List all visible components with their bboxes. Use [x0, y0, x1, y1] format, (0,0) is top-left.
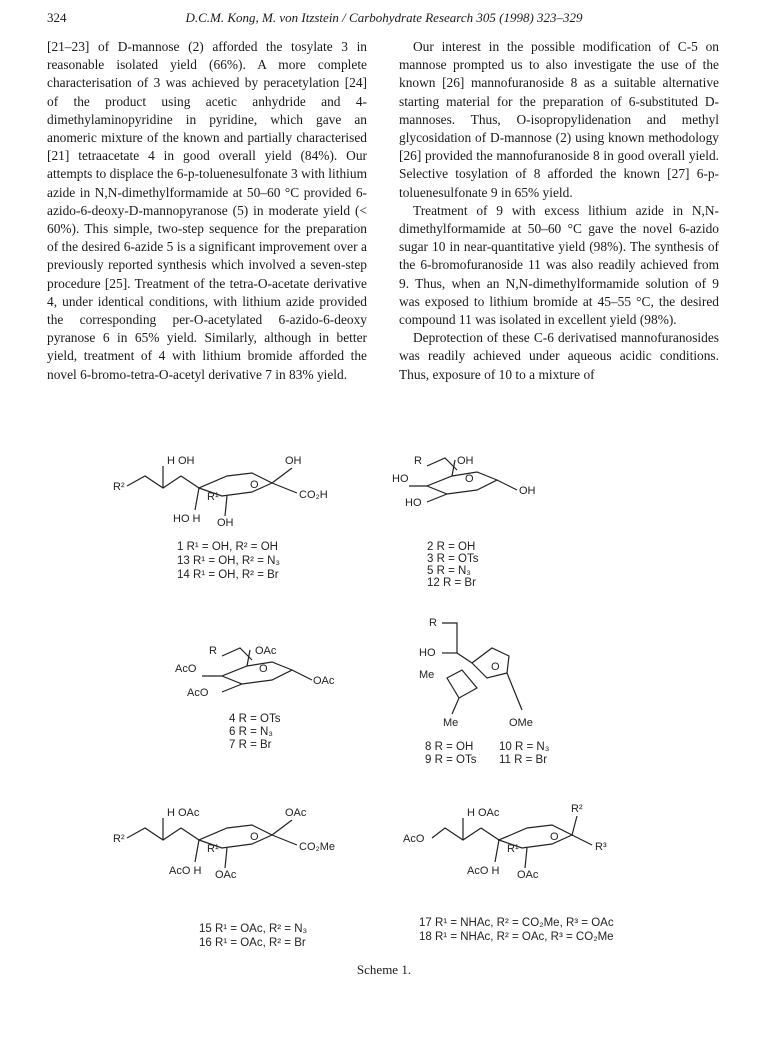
structure-6-drawing [432, 816, 592, 868]
right-column [399, 38, 719, 384]
s6-atom-aco-h: AcO H [467, 865, 500, 877]
s2-legend-line-3: 5 R = N₃ [427, 565, 471, 577]
s5-atom-oac-bottom: OAc [215, 869, 237, 881]
s1-atom-o: O [250, 479, 259, 491]
s1-atom-r2: R² [113, 481, 125, 493]
s1-atom-h-oh: H OH [167, 455, 195, 467]
s4-legend-line-2: 9 R = OTs [425, 754, 477, 766]
left-column [47, 38, 367, 384]
page-header [47, 10, 721, 30]
s3-atom-aco2: AcO [187, 687, 209, 699]
s4-atom-ho: HO [419, 647, 436, 659]
s1-legend-line-2: 13 R¹ = OH, R² = N₃ [177, 555, 281, 567]
s1-legend-line-3: 14 R¹ = OH, R² = Br [177, 569, 279, 581]
s6-atom-r1: R¹ [507, 843, 519, 855]
s2-atom-ho2: HO [405, 497, 422, 509]
s6-atom-r3: R³ [595, 841, 607, 853]
reaction-scheme [47, 448, 723, 988]
scheme-caption: Scheme 1. [356, 962, 412, 977]
s3-legend-line-1: 4 R = OTs [229, 713, 281, 725]
s1-atom-oh-bottom: OH [217, 517, 234, 529]
s6-atom-r2: R² [571, 803, 583, 815]
right-paragraph-1: Our interest in the possible modification of C-5 on mannose prompted us to also investigate the use of the known [26] mannofuranoside 8 as a suitable alternative starting material for the preparation of 6-substituted D-mannoses. Thus, O-isopropylidenation and methyl glycosidation of D-mannose (2) using known methodology [26] provided the mannofuranoside 8 in good overall yield. Selective tosylation of 8 afforded the known [27] 6-p-toluenesulfonate 9 in 65% yield. [399, 39, 719, 200]
s3-atom-o: O [259, 663, 268, 675]
s4-atom-me1: Me [419, 669, 435, 681]
s3-atom-aco1: AcO [175, 663, 197, 675]
s5-atom-o: O [250, 831, 259, 843]
s1-atom-co2h: CO₂H [299, 489, 328, 501]
s2-legend-line-4: 12 R = Br [427, 577, 476, 589]
s5-legend-line-1: 15 R¹ = OAc, R² = N₃ [199, 923, 308, 935]
s1-atom-r1: R¹ [207, 491, 219, 503]
s4-atom-me2: Me [443, 717, 459, 729]
s3-legend-line-3: 7 R = Br [229, 739, 272, 751]
s4-legend-line-4: 11 R = Br [499, 754, 548, 766]
s6-legend-line-2: 18 R¹ = NHAc, R² = OAc, R³ = CO₂Me [419, 931, 614, 943]
s2-atom-ho1: HO [392, 473, 409, 485]
right-paragraph-3: Deprotection of these C-6 derivatised mannofuranosides was readily achieved under aqueous acidic conditions. Thus, exposure of 10 to a mixture of [399, 330, 719, 382]
s5-atom-r1: R¹ [207, 843, 219, 855]
s4-atom-r: R [429, 617, 437, 629]
left-paragraph-1: [21–23] of D-mannose (2) afforded the tosylate 3 in reasonable isolated yield (66%). A more complete characterisation of 3 was achieved by peracetylation [24] of the product using acetic anhydride and 4-dimethylaminopyridine in pyridine, which gave an anomeric mixture of the known and partially characterised [21] tetraacetate 4 in good overall yield (84%). Our attempts to displace the 6-p-toluenesulfonate 3 with lithium azide in N,N-dimethylformamide at 50–60 °C provided 6-azido-6-deoxy-D-mannopyranose (5) in moderate yield (< 60%). This simple, two-step sequence for the preparation of the desired 6-azide 5 is a significant improvement over a previously reported synthesis which involved a seven-step procedure [25]. Treatment of the tetra-O-acetate derivative 4, under identical conditions, with lithium azide provided the corresponding per-O-acetylated 6-azido-6-deoxy pyranose 6 in 65% yield. Similarly, although in better yield, treatment of 4 with lithium bromide afforded the novel 6-bromo-tetra-O-acetyl derivative 7 in 83% yield. [47, 39, 367, 382]
s5-atom-r2: R² [113, 833, 125, 845]
s3-atom-r: R [209, 645, 217, 657]
s2-atom-r: R [414, 455, 422, 467]
s1-legend-line-1: 1 R¹ = OH, R² = OH [177, 541, 278, 553]
page-number: 324 [47, 10, 67, 25]
s5-atom-aco-h: AcO H [169, 865, 202, 877]
s6-atom-o: O [550, 831, 559, 843]
s2-atom-o: O [465, 473, 474, 485]
s5-atom-h-oac: H OAc [167, 807, 200, 819]
running-title: D.C.M. Kong, M. von Itzstein / Carbohydrate Research 305 (1998) 323–329 [185, 10, 583, 25]
s6-atom-h-oac: H OAc [467, 807, 500, 819]
s4-legend-line-1: 8 R = OH [425, 741, 474, 753]
s5-atom-co2me: CO₂Me [299, 841, 336, 853]
s6-atom-oac-bottom: OAc [517, 869, 539, 881]
s2-legend-line-1: 2 R = OH [427, 541, 476, 553]
s3-legend-line-2: 6 R = N₃ [229, 726, 273, 738]
s2-legend-line-2: 3 R = OTs [427, 553, 479, 565]
s3-atom-oac-top: OAc [255, 645, 277, 657]
s1-atom-ho-h: HO H [173, 513, 201, 525]
s2-atom-oh-right: OH [519, 485, 536, 497]
s6-legend-line-1: 17 R¹ = NHAc, R² = CO₂Me, R³ = OAc [419, 917, 614, 929]
s2-atom-oh-top: OH [457, 455, 474, 467]
right-paragraph-2: Treatment of 9 with excess lithium azide in N,N-dimethylformamide at 50–60 °C gave the novel 6-azido sugar 10 in near-quantitative yield (98%). The synthesis of the 6-bromofuranoside 11 was also readily achieved from 9. Thus, when an N,N-dimethylformamide solution of 9 was exposed to lithium bromide at 45–55 °C, the desired compound 11 was isolated in excellent yield (98%). [399, 202, 719, 328]
s6-atom-aco: AcO [403, 833, 425, 845]
s3-atom-oac-right: OAc [313, 675, 335, 687]
s5-atom-oac-top: OAc [285, 807, 307, 819]
s4-atom-o: O [491, 661, 500, 673]
scheme-structures [47, 448, 723, 968]
s4-atom-ome: OMe [509, 717, 533, 729]
structure-4-drawing [442, 623, 522, 714]
s5-legend-line-2: 16 R¹ = OAc, R² = Br [199, 937, 306, 949]
s1-atom-oh: OH [285, 455, 302, 467]
s4-legend-line-3: 10 R = N₃ [499, 741, 550, 753]
